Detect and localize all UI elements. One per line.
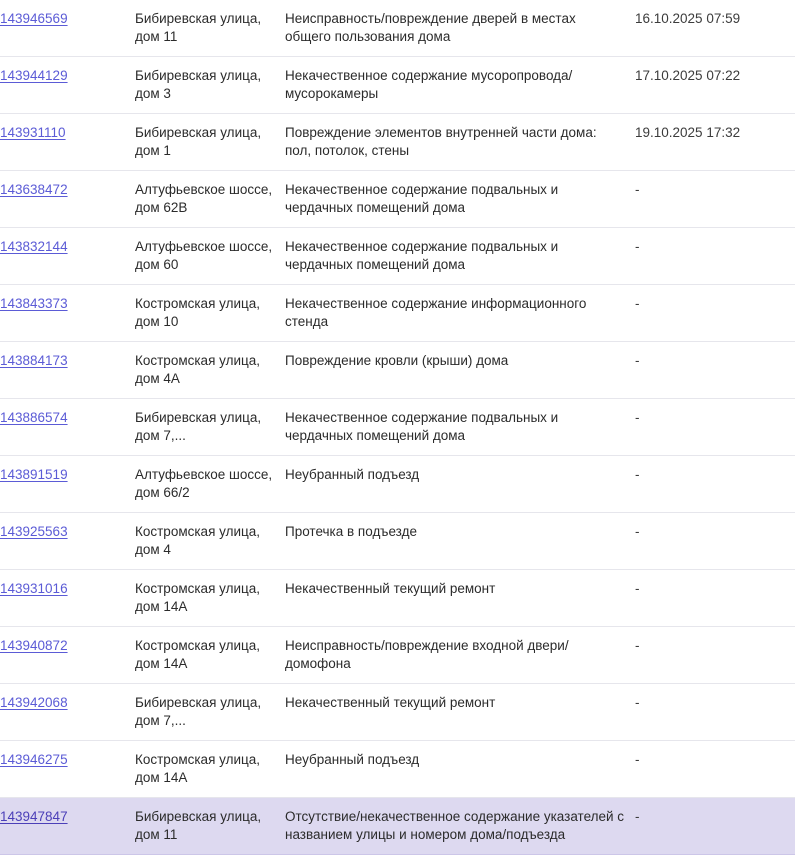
cell-date: -: [635, 627, 795, 684]
cell-address: Бибиревская улица, дом 1: [135, 114, 285, 171]
cell-date: -: [635, 684, 795, 741]
request-id-link[interactable]: 143638472: [0, 182, 68, 197]
cell-request-id: [0, 285, 135, 342]
cell-address: Костромская улица, дом 14А: [135, 741, 285, 798]
cell-request-id: [0, 798, 135, 855]
request-id-link[interactable]: 143884173: [0, 353, 68, 368]
request-id-link[interactable]: 143891519: [0, 467, 68, 482]
request-id-link[interactable]: 143942068: [0, 695, 68, 710]
cell-address: Костромская улица, дом 14А: [135, 627, 285, 684]
cell-description: Неубранный подъезд: [285, 456, 635, 513]
cell-request-id: [0, 342, 135, 399]
cell-description: Некачественный текущий ремонт: [285, 570, 635, 627]
cell-address: Бибиревская улица, дом 11: [135, 0, 285, 57]
cell-description: Неисправность/повреждение дверей в местах общего пользования дома: [285, 0, 635, 57]
cell-request-id: [0, 627, 135, 684]
cell-request-id: [0, 456, 135, 513]
cell-description: Некачественное содержание мусоропровода/ мусорокамеры: [285, 57, 635, 114]
cell-description: Отсутствие/некачественное содержание указателей с названием улицы и номером дома/подъезда: [285, 798, 635, 855]
table-row[interactable]: [0, 570, 795, 627]
cell-address: Костромская улица, дом 4А: [135, 342, 285, 399]
cell-date: -: [635, 570, 795, 627]
table-row[interactable]: [0, 513, 795, 570]
table-row[interactable]: [0, 285, 795, 342]
cell-address: Алтуфьевское шоссе, дом 62В: [135, 171, 285, 228]
table-row[interactable]: [0, 171, 795, 228]
cell-date: -: [635, 513, 795, 570]
cell-description: Неисправность/повреждение входной двери/ домофона: [285, 627, 635, 684]
cell-date: 19.10.2025 17:32: [635, 114, 795, 171]
table-row[interactable]: [0, 342, 795, 399]
cell-request-id: [0, 399, 135, 456]
cell-description: Повреждение кровли (крыши) дома: [285, 342, 635, 399]
table-row[interactable]: [0, 399, 795, 456]
cell-date: -: [635, 171, 795, 228]
table-row[interactable]: [0, 684, 795, 741]
request-id-link[interactable]: 143843373: [0, 296, 68, 311]
cell-address: Костромская улица, дом 4: [135, 513, 285, 570]
cell-description: Некачественное содержание подвальных и чердачных помещений дома: [285, 399, 635, 456]
cell-address: Бибиревская улица, дом 7,...: [135, 399, 285, 456]
cell-description: Некачественное содержание информационного стенда: [285, 285, 635, 342]
cell-date: -: [635, 285, 795, 342]
request-id-link[interactable]: 143940872: [0, 638, 68, 653]
cell-request-id: [0, 114, 135, 171]
cell-date: -: [635, 342, 795, 399]
request-id-link[interactable]: 143947847: [0, 809, 68, 824]
request-id-link[interactable]: 143931016: [0, 581, 68, 596]
cell-address: Алтуфьевское шоссе, дом 66/2: [135, 456, 285, 513]
cell-address: Костромская улица, дом 14А: [135, 570, 285, 627]
cell-address: Бибиревская улица, дом 3: [135, 57, 285, 114]
request-id-link[interactable]: 143946275: [0, 752, 68, 767]
request-id-link[interactable]: 143944129: [0, 68, 68, 83]
request-id-link[interactable]: 143886574: [0, 410, 68, 425]
table-row[interactable]: [0, 114, 795, 171]
cell-date: -: [635, 399, 795, 456]
cell-date: 17.10.2025 07:22: [635, 57, 795, 114]
request-id-link[interactable]: 143832144: [0, 239, 68, 254]
cell-date: 16.10.2025 07:59: [635, 0, 795, 57]
cell-date: -: [635, 228, 795, 285]
cell-address: Алтуфьевское шоссе, дом 60: [135, 228, 285, 285]
cell-date: -: [635, 798, 795, 855]
table-row[interactable]: [0, 0, 795, 57]
cell-request-id: [0, 57, 135, 114]
cell-date: -: [635, 456, 795, 513]
cell-address: Бибиревская улица, дом 7,...: [135, 684, 285, 741]
cell-description: Некачественное содержание подвальных и чердачных помещений дома: [285, 171, 635, 228]
cell-address: Бибиревская улица, дом 11: [135, 798, 285, 855]
cell-description: Некачественный текущий ремонт: [285, 684, 635, 741]
cell-request-id: [0, 228, 135, 285]
cell-description: Неубранный подъезд: [285, 741, 635, 798]
cell-address: Костромская улица, дом 10: [135, 285, 285, 342]
request-id-link[interactable]: 143946569: [0, 11, 68, 26]
cell-request-id: [0, 171, 135, 228]
cell-request-id: [0, 570, 135, 627]
cell-request-id: [0, 0, 135, 57]
cell-description: Некачественное содержание подвальных и чердачных помещений дома: [285, 228, 635, 285]
table-row[interactable]: [0, 57, 795, 114]
request-id-link[interactable]: 143931110: [0, 125, 66, 140]
table-row[interactable]: [0, 456, 795, 513]
table-row[interactable]: [0, 228, 795, 285]
cell-description: Протечка в подъезде: [285, 513, 635, 570]
cell-request-id: [0, 513, 135, 570]
cell-date: -: [635, 741, 795, 798]
table-row[interactable]: [0, 798, 795, 855]
table-row[interactable]: [0, 627, 795, 684]
cell-request-id: [0, 684, 135, 741]
table-row[interactable]: [0, 741, 795, 798]
cell-request-id: [0, 741, 135, 798]
cell-description: Повреждение элементов внутренней части дома: пол, потолок, стены: [285, 114, 635, 171]
request-id-link[interactable]: 143925563: [0, 524, 68, 539]
